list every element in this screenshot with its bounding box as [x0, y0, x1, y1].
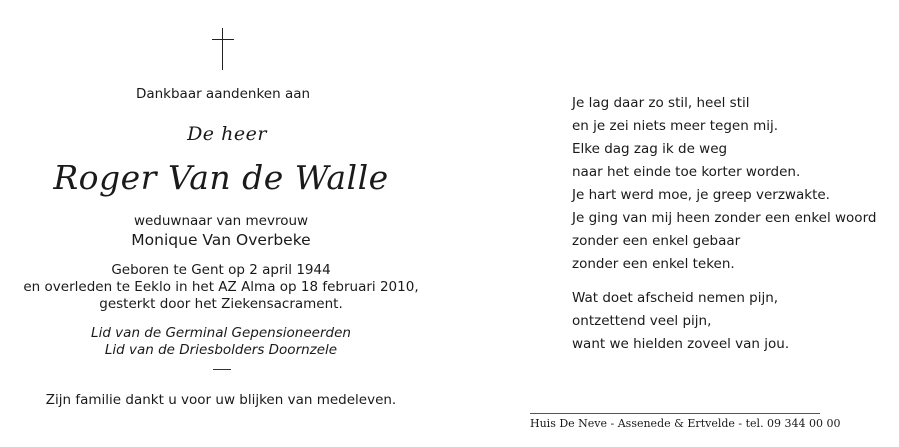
cross-icon: [210, 28, 236, 70]
poem-line: en je zei niets meer tegen mij.: [572, 118, 779, 134]
poem-line: naar het einde toe korter worden.: [572, 164, 801, 180]
poem-line: Je lag daar zo stil, heel stil: [572, 95, 750, 111]
deceased-name: Roger Van de Walle: [53, 158, 389, 197]
poem-line: zonder een enkel gebaar: [572, 233, 741, 249]
printer-credit: Huis De Neve - Assenede & Ertvelde - tel. 09 344 00 00: [530, 417, 841, 430]
membership-2: Lid van de Driesbolders Doornzele: [104, 342, 338, 358]
spouse-name: Monique Van Overbeke: [131, 231, 311, 249]
poem-line: Elke dag zag ik de weg: [572, 141, 728, 157]
poem-line: Je ging van mij heen zonder een enkel woord: [572, 210, 877, 226]
salutation: De heer: [187, 123, 267, 145]
widower-line: weduwnaar van mevrouw: [133, 213, 309, 229]
intro-text: Dankbaar aandenken aan: [135, 86, 311, 102]
poem-line: want we hielden zoveel van jou.: [572, 336, 790, 352]
footer-rule: [530, 413, 820, 414]
poem-line: Je hart werd moe, je greep verzwakte.: [572, 187, 830, 203]
poem-line: Wat doet afscheid nemen pijn,: [572, 290, 779, 306]
membership-1: Lid van de Germinal Gepensioneerden: [91, 325, 351, 341]
poem-line: zonder een enkel teken.: [572, 256, 735, 272]
sacrament-line: gesterkt door het Ziekensacrament.: [99, 296, 343, 312]
birth-line: Geboren te Gent op 2 april 1944: [111, 262, 331, 278]
family-thanks: Zijn familie dankt u voor uw blijken van medeleven.: [45, 392, 397, 408]
separator-dash: [213, 369, 231, 370]
death-line: en overleden te Eeklo in het AZ Alma op 18 februari 2010,: [23, 279, 419, 295]
poem-line: ontzettend veel pijn,: [572, 313, 712, 329]
